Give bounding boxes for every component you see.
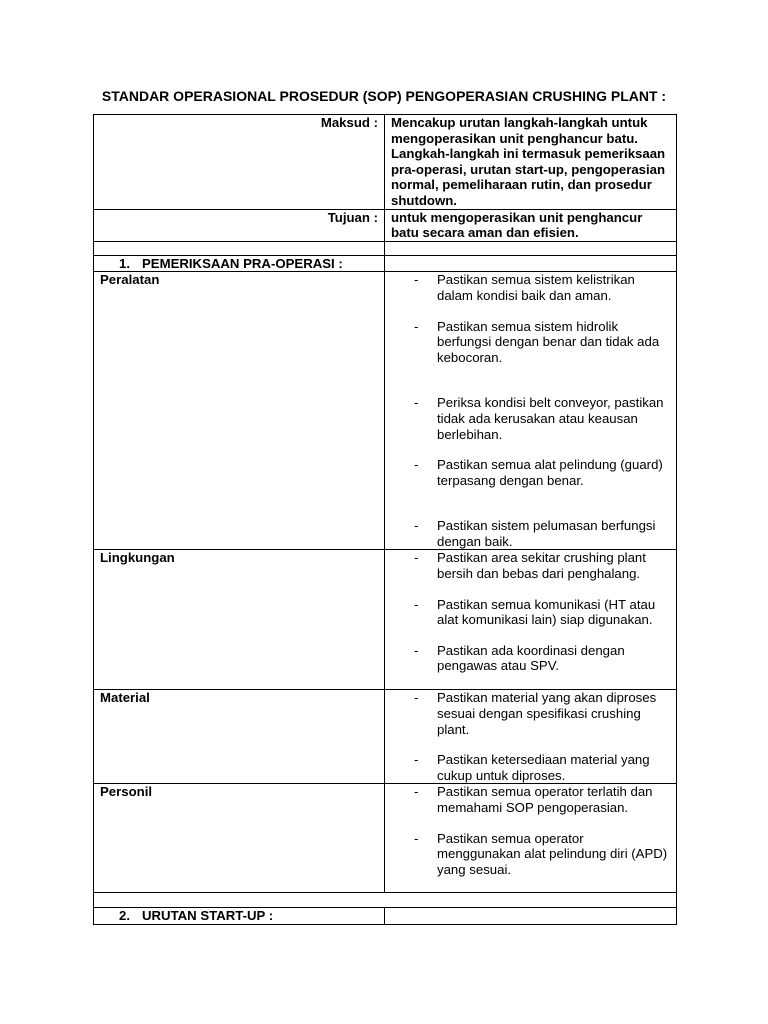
item-text: Periksa kondisi belt conveyor, pastikan tidak ada kerusakan atau keausan berlebihan. — [437, 395, 664, 442]
sop-table — [93, 114, 677, 925]
category-name: Material — [94, 690, 385, 784]
dash-marker: - — [414, 395, 419, 411]
tujuan-row — [94, 209, 677, 241]
list-item — [391, 752, 670, 783]
item-text: Pastikan semua operator terlatih dan memahami SOP pengoperasian. — [437, 784, 653, 816]
maksud-text: Mencakup urutan langkah-langkah untuk mengoperasikan unit penghancur batu. Langkah-langkah ini termasuk pemeriksaan pra-operasi, urutan start-up, pengoperasian normal, pemeliharaan rutin, dan prosedur shutdown. — [385, 115, 677, 210]
item-text: Pastikan area sekitar crushing plant bersih dan bebas dari penghalang. — [437, 550, 646, 582]
dash-marker: - — [414, 690, 419, 706]
item-text: Pastikan sistem pelumasan berfungsi dengan baik. — [437, 518, 656, 549]
item-text: Pastikan ketersediaan material yang cukup untuk diproses. — [437, 752, 650, 783]
category-items-cell — [385, 272, 677, 550]
dash-marker: - — [414, 784, 419, 800]
category-items-cell — [385, 690, 677, 784]
dash-marker: - — [414, 272, 419, 288]
category-row-personil — [94, 784, 677, 893]
section1-heading — [94, 255, 385, 272]
spacer-cell — [385, 241, 677, 255]
tujuan-label: Tujuan : — [94, 209, 385, 241]
spacer-cell — [94, 241, 385, 255]
item-list — [391, 550, 670, 674]
item-text: Pastikan semua operator menggunakan alat pelindung diri (APD) yang sesuai. — [437, 830, 668, 877]
item-text: Pastikan material yang akan diproses sesuai dengan spesifikasi crushing plant. — [437, 690, 657, 737]
list-item — [391, 272, 670, 303]
item-text: Pastikan semua sistem kelistrikan dalam kondisi baik dan aman. — [437, 272, 635, 303]
spacer-cell — [94, 893, 677, 908]
dash-marker: - — [414, 318, 419, 334]
category-name: Lingkungan — [94, 550, 385, 690]
list-item — [391, 550, 670, 581]
category-row-peralatan — [94, 272, 677, 550]
category-row-material — [94, 690, 677, 784]
dash-marker: - — [414, 518, 419, 534]
item-list — [391, 784, 670, 877]
list-item — [391, 643, 670, 674]
category-row-lingkungan — [94, 550, 677, 690]
list-item — [391, 518, 670, 549]
dash-marker: - — [414, 457, 419, 473]
category-items-cell — [385, 784, 677, 893]
tujuan-text: untuk mengoperasikan unit penghancur batu secara aman dan efisien. — [385, 209, 677, 241]
list-item — [391, 690, 670, 737]
list-item — [391, 831, 670, 878]
category-name: Peralatan — [94, 272, 385, 550]
document-title: STANDAR OPERASIONAL PROSEDUR (SOP) PENGOPERASIAN CRUSHING PLANT : — [101, 88, 667, 104]
item-text: Pastikan semua alat pelindung (guard) terpasang dengan benar. — [437, 457, 663, 488]
section1-number: 1. — [119, 255, 130, 271]
list-item — [391, 319, 670, 366]
section1-row — [94, 255, 677, 272]
spacer-row — [94, 893, 677, 908]
item-list — [391, 272, 670, 549]
item-text: Pastikan semua sistem hidrolik berfungsi dengan benar dan tidak ada kebocoran. — [437, 318, 660, 365]
maksud-label: Maksud : — [94, 115, 385, 210]
list-item — [391, 457, 670, 488]
category-items-cell — [385, 550, 677, 690]
section2-title: URUTAN START-UP : — [142, 908, 274, 924]
dash-marker: - — [414, 550, 419, 566]
section2-empty-cell — [385, 908, 677, 925]
section2-row — [94, 908, 677, 925]
item-list — [391, 690, 670, 783]
list-item — [391, 597, 670, 628]
section2-number: 2. — [119, 908, 130, 924]
section2-heading — [94, 908, 385, 925]
dash-marker: - — [414, 642, 419, 658]
section1-title: PEMERIKSAAN PRA-OPERASI : — [142, 255, 343, 271]
dash-marker: - — [414, 830, 419, 846]
section1-empty-cell — [385, 255, 677, 272]
dash-marker: - — [414, 752, 419, 768]
spacer-row — [94, 241, 677, 255]
dash-marker: - — [414, 596, 419, 612]
item-text: Pastikan ada koordinasi dengan pengawas atau SPV. — [437, 642, 625, 674]
category-name: Personil — [94, 784, 385, 893]
list-item — [391, 395, 670, 442]
list-item — [391, 784, 670, 815]
item-text: Pastikan semua komunikasi (HT atau alat komunikasi lain) siap digunakan. — [437, 596, 656, 628]
maksud-row — [94, 115, 677, 210]
